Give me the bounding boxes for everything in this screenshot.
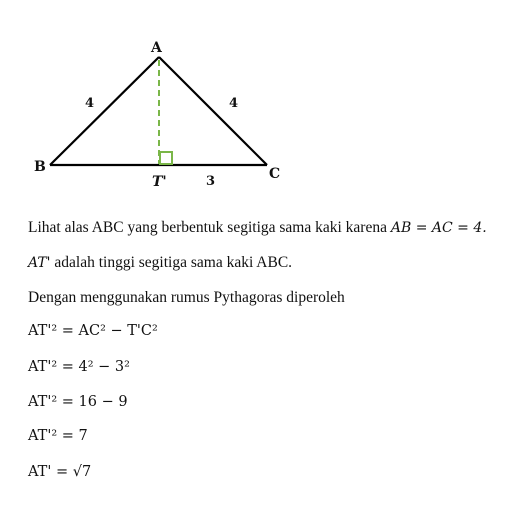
vertex-b-label: B — [34, 159, 46, 175]
edge-ab — [50, 57, 159, 165]
line-1 — [28, 218, 487, 238]
equation-4: AT'² = 7 — [28, 428, 88, 444]
line-2 — [28, 253, 292, 273]
side-ac-label: 4 — [229, 96, 239, 111]
vertex-a-label: A — [151, 40, 162, 56]
line-3-text: Dengan menggunakan rumus Pythagoras diperoleh — [28, 289, 345, 306]
edge-ac — [159, 57, 267, 165]
line-2-text: adalah tinggi segitiga sama kaki ABC. — [50, 254, 293, 271]
line-2-math: AT' — [28, 255, 51, 271]
vertex-c-label: C — [269, 166, 281, 182]
equation-3: AT'² = 16 − 9 — [28, 394, 128, 410]
equation-2: AT'² = 4² − 3² — [28, 359, 130, 375]
line-1-text: Lihat alas ABC yang berbentuk segitiga sama kaki karena — [28, 219, 391, 236]
right-angle-marker — [160, 152, 172, 164]
triangle-diagram — [0, 0, 516, 205]
line-3 — [28, 288, 345, 308]
equation-5: AT' = √7 — [28, 464, 92, 480]
equation-1: AT'² = AC² − T'C² — [28, 323, 158, 339]
side-ab-label: 4 — [85, 96, 95, 111]
foot-label: T' — [152, 174, 167, 190]
segment-tc-label: 3 — [206, 174, 216, 189]
line-1-math: AB = AC = 4. — [390, 220, 487, 236]
